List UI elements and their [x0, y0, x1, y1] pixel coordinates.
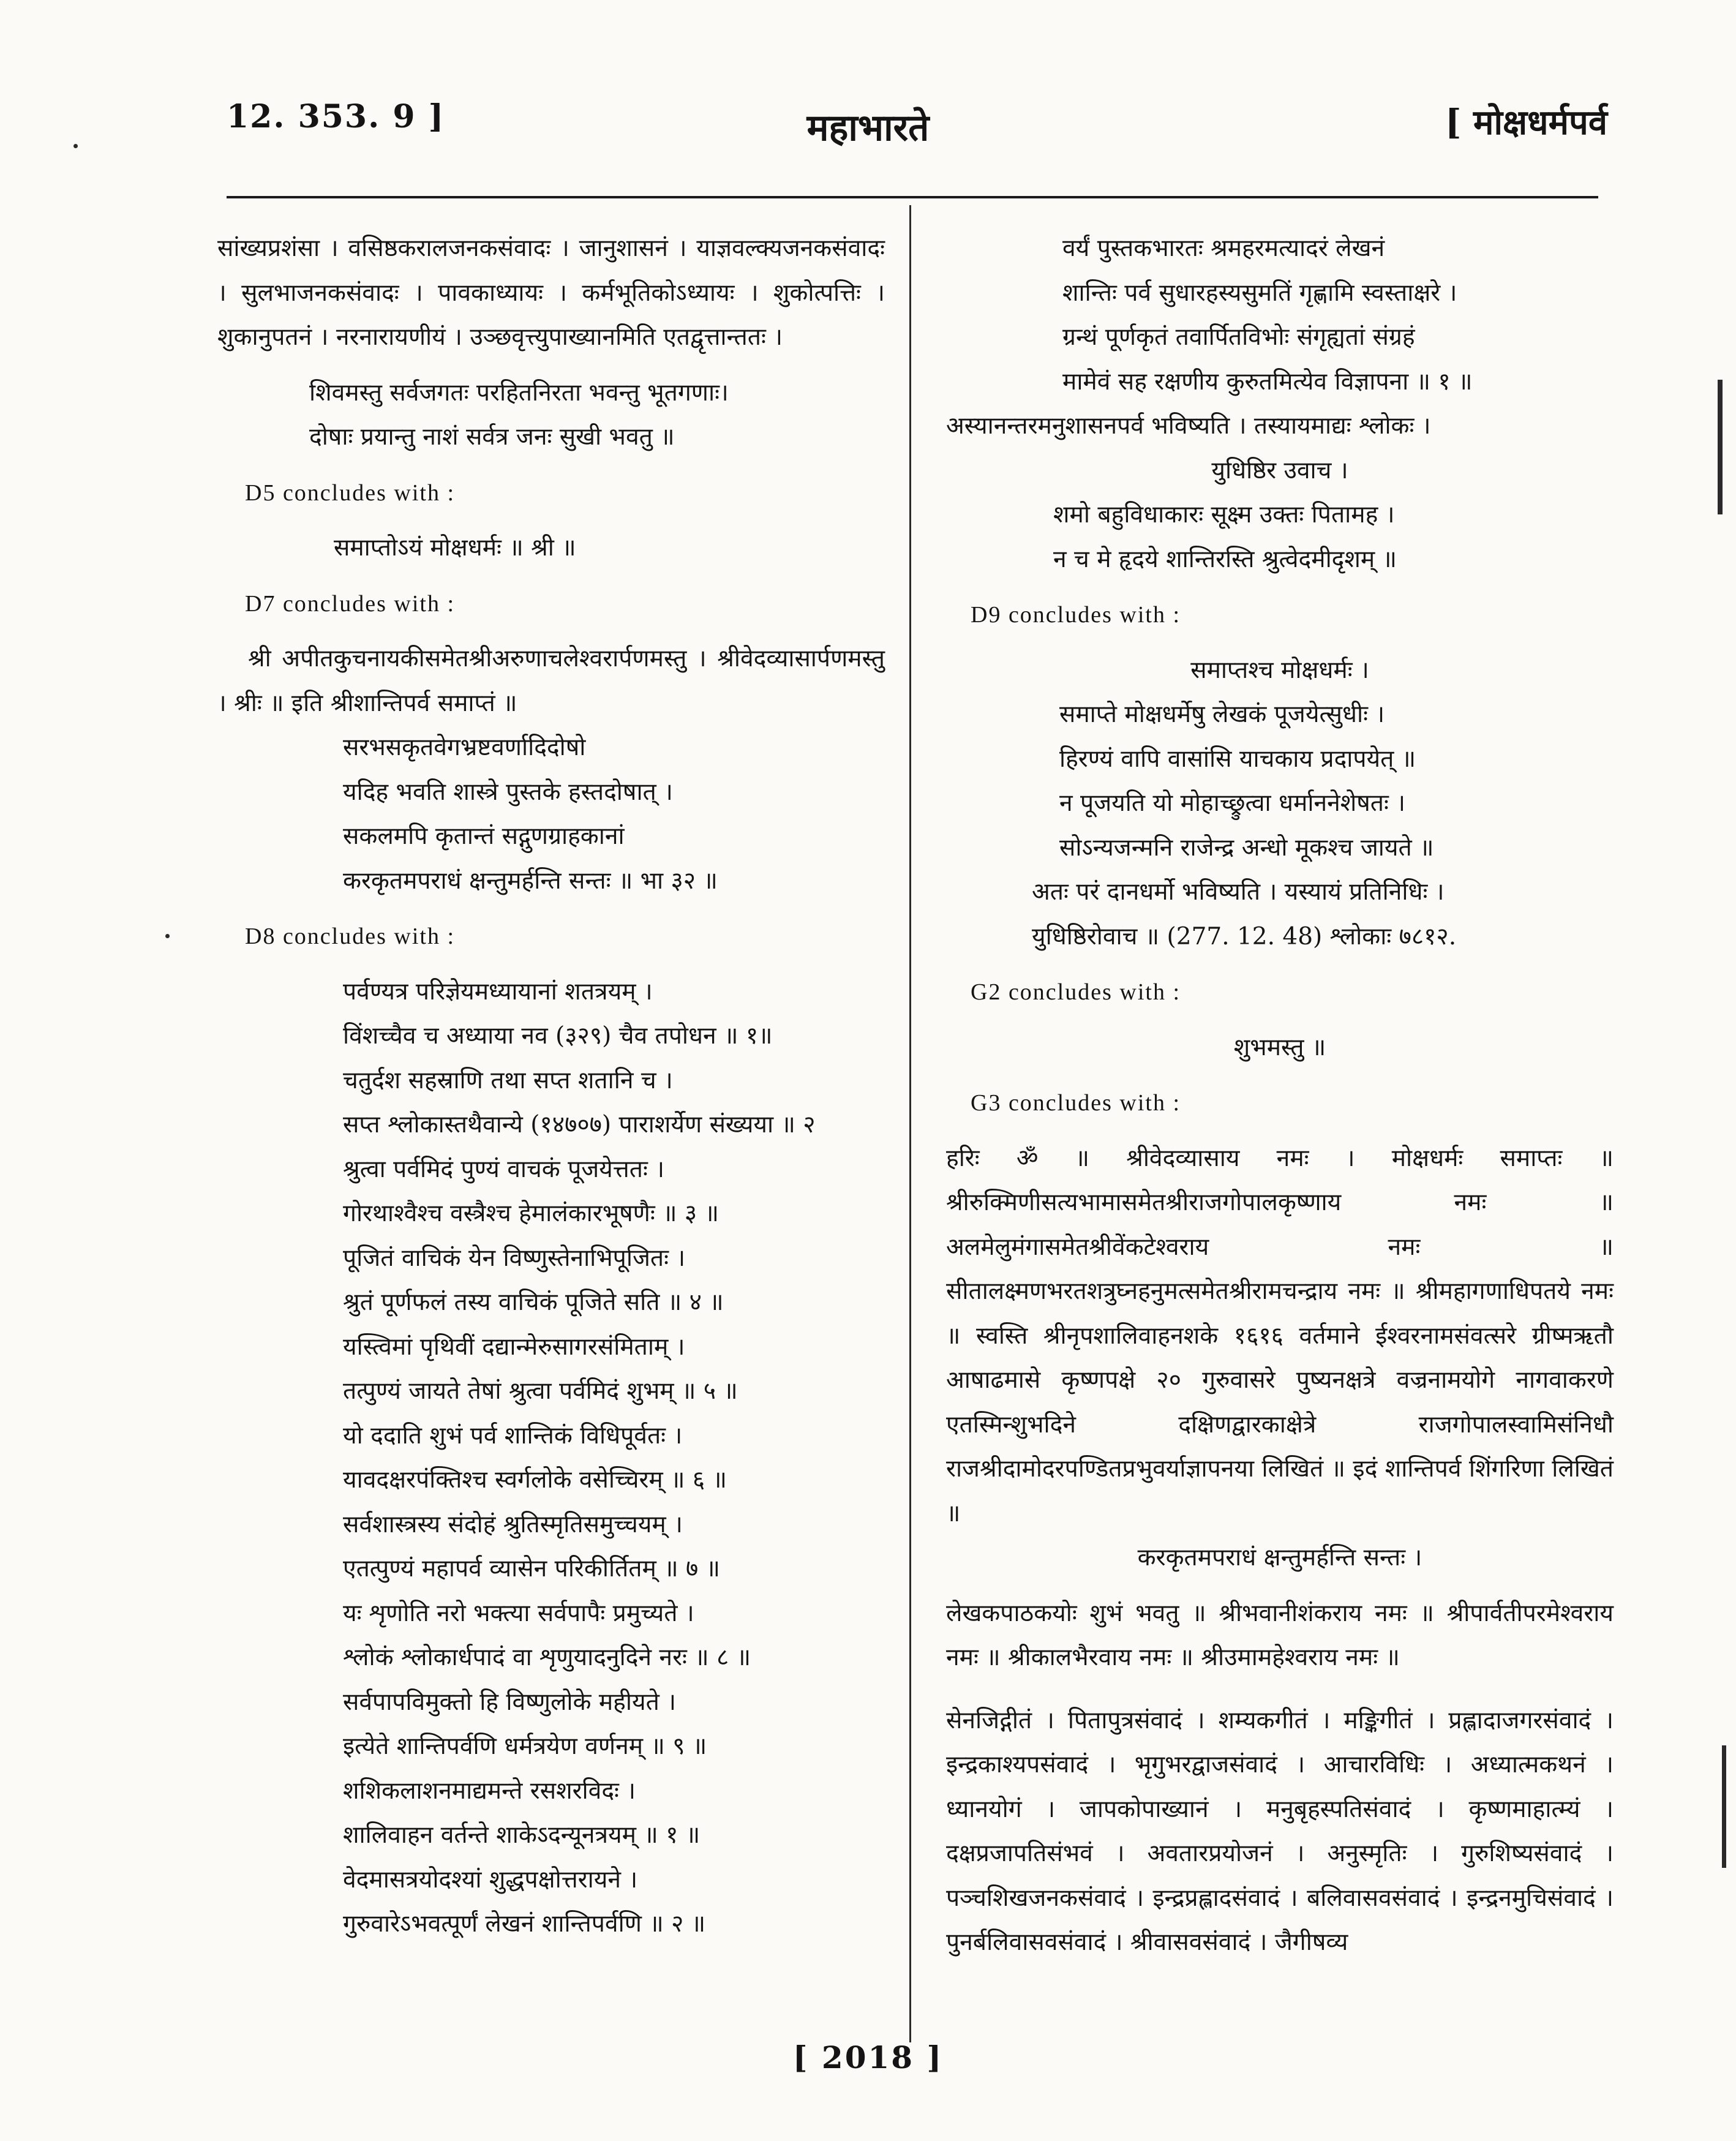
running-title: महाभारते: [806, 107, 930, 149]
verse-line: शशिकलाशनमाद्यमन्ते रसशरविदः ।: [343, 1777, 636, 1805]
verse-line: सोऽन्यजन्मनि राजेन्द्र अन्धो मूकश्च जायते ॥: [1059, 833, 1434, 862]
verse-line: यावदक्षरपंक्तिश्च स्वर्गलोके वसेच्चिरम् ॥ ६ ॥: [343, 1466, 727, 1494]
verse-line: एतत्पुण्यं महापर्व व्यासेन परिकीर्तितम् ॥ ७ ॥: [343, 1555, 721, 1582]
verse-line: इत्येते शान्तिपर्वणि धर्मत्रयेण वर्णनम् ॥ ९ ॥: [343, 1733, 707, 1760]
g2-label: G2 concludes with :: [971, 979, 1181, 1005]
scan-edge-mark: [1718, 380, 1723, 514]
verse-line: वेदमासत्रयोदश्यां शुद्धपक्षोत्तरायने ।: [343, 1865, 638, 1894]
scan-edge-mark: [1722, 1745, 1726, 1868]
verse-line: विंशच्चैव च अध्याया नव (३२९) चैव तपोधन ॥ १॥: [343, 1022, 773, 1050]
verse-line: दोषाः प्रयान्तु नाशं सर्वत्र जनः सुखी भवतु ॥: [309, 423, 675, 451]
verse-line: समाप्तोऽयं मोक्षधर्मः ॥ श्री ॥: [334, 534, 576, 562]
scan-dot: [73, 144, 78, 148]
verse-line: गुरुवारेऽभवत्पूर्णं लेखनं शान्तिपर्वणि ॥ २ ॥: [343, 1910, 706, 1938]
parva-title: [ मोक्षधर्मपर्व: [1445, 102, 1607, 143]
verse-line: शान्तिः पर्व सुधारहस्यसुमतिं गृह्णामि स्वस्ताक्षरे ।: [1062, 279, 1457, 307]
d7-label: D7 concludes with :: [245, 590, 456, 617]
karakrta-line: करकृतमपराधं क्षन्तुमर्हन्ति सन्तः ।: [1137, 1544, 1422, 1571]
right-column: [946, 227, 1614, 1965]
verse-line: यस्त्विमां पृथिवीं दद्यान्मेरुसागरसंमिताम् ।: [343, 1333, 685, 1361]
senajit-prose: सेनजिद्गीतं । पितापुत्रसंवादं । शम्यकगीतं । मङ्किगीतं । प्रह्लादाजगरसंवादं । इन्द्रकाश्यपसंवादं । भृगुभरद्वाजसंवादं । आचारविधिः । अध्यात्मकथनं । ध्यानयोगं । जापकोपाख्यानं । मनुबृहस्पतिसंवादं । कृष्णमाहात्म्यं । दक्षप्रजापतिसंभवं । अवतारप्रयोजनं । अनुस्मृतिः । गुरुशिष्यसंवादं । पञ्चशिखजनकसंवादं । इन्द्रप्रह्लादसंवादं । बलिवासवसंवादं । इन्द्रनमुचिसंवादं । पुनर्बलिवासवसंवादं । श्रीवासवसंवादं । जैगीषव्य: [946, 1706, 1614, 1956]
verse-line: शालिवाहन वर्तन्ते शाकेऽदन्यूनत्रयम् ॥ १ ॥: [343, 1821, 701, 1849]
prose-line: युधिष्ठिरोवाच ॥ (277. 12. 48) श्लोकाः ७८१२.: [1032, 922, 1457, 950]
g3-label: G3 concludes with :: [971, 1090, 1181, 1116]
left-column: [217, 227, 885, 1947]
verse-line: तत्पुण्यं जायते तेषां श्रुत्वा पर्वमिदं शुभम् ॥ ५ ॥: [343, 1377, 738, 1405]
verse-line: समाप्ते मोक्षधर्मेषु लेखकं पूजयेत्सुधीः ।: [1059, 701, 1385, 728]
speaker-line: युधिष्ठिर उवाच ।: [1211, 456, 1348, 484]
verse-line: सर्वशास्त्रस्य संदोहं श्रुतिस्मृतिसमुच्चयम् ।: [343, 1510, 683, 1538]
d9-samapta: समाप्तश्च मोक्षधर्मः ।: [1190, 656, 1369, 684]
column-divider: [909, 205, 911, 2042]
verse-line: न च मे हृदये शान्तिरस्ति श्रुत्वेदमीदृशम् ॥: [1053, 545, 1397, 573]
header-rule: [227, 196, 1598, 198]
d7-prose: श्री अपीतकुचनायकीसमेतश्रीअरुणाचलेश्वरार्पणमस्तु । श्रीवेदव्यासार्पणमस्तु । श्रीः ॥ इति श्रीशान्तिपर्व समाप्तं ॥: [217, 645, 885, 717]
g2-line: शुभमस्तु ॥: [1233, 1033, 1326, 1061]
intro-prose: सांख्यप्रशंसा । वसिष्ठकरालजनकसंवादः । जानुशासनं । याज्ञवल्क्यजनकसंवादः । सुलभाजनकसंवादः । पावकाध्यायः । कर्मभूतिकोऽध्यायः । शुकोत्पत्तिः । शुकानुपतनं । नरनारायणीयं । उञ्छवृत्त्युपाख्यानमिति एतद्वृत्तान्ततः ।: [217, 235, 885, 351]
verse-line: यः शृणोति नरो भक्त्या सर्वपापैः प्रमुच्यते ।: [343, 1599, 694, 1627]
d8-label: D8 concludes with :: [245, 924, 456, 949]
d5-label: D5 concludes with :: [245, 480, 456, 506]
verse-line: चतुर्दश सहस्राणि तथा सप्त शतानि च ।: [343, 1066, 673, 1094]
verse-line: शिवमस्तु सर्वजगतः परहितनिरता भवन्तु भूतगणाः।: [309, 378, 729, 407]
verse-line: श्रुतं पूर्णफलं तस्य वाचिकं पूजिते सति ॥ ४ ॥: [343, 1289, 724, 1316]
verse-line: करकृतमपराधं क्षन्तुमर्हन्ति सन्तः ॥ भा ३२ ॥: [343, 867, 718, 895]
verse-line: मामेवं सह रक्षणीय कुरुतमित्येव विज्ञापना ॥ १ ॥: [1062, 367, 1473, 396]
verse-line: सर्वपापविमुक्तो हि विष्णुलोके महीयते ।: [343, 1688, 676, 1716]
verse-line: सप्त श्लोकास्तथैवान्ये (१४७०७) पाराशर्येण संख्यया ॥ २: [343, 1111, 816, 1138]
verse-line: सरभसकृतवेगभ्रष्टवर्णादिदोषो: [343, 734, 586, 761]
page-number: [ 2018 ]: [792, 2039, 944, 2075]
page-reference: 12. 353. 9 ]: [227, 98, 445, 135]
lekhaka-prose: लेखकपाठकयोः शुभं भवतु ॥ श्रीभवानीशंकराय नमः ॥ श्रीपार्वतीपरमेश्वराय नमः ॥ श्रीकालभैरवाय नमः ॥ श्रीउमामहेश्वराय नमः ॥: [946, 1599, 1614, 1671]
verse-line: श्लोकं श्लोकार्धपादं वा शृणुयादनुदिने नरः ॥ ८ ॥: [343, 1644, 751, 1671]
verse-line: ग्रन्थं पूर्णकृतं तवार्पितविभोः संगृह्यतां संग्रहं: [1062, 323, 1415, 351]
verse-line: यो ददाति शुभं पर्व शान्तिकं विधिपूर्वतः ।: [343, 1421, 683, 1450]
verse-line: हिरण्यं वापि वासांसि याचकाय प्रदापयेत् ॥: [1059, 745, 1416, 773]
prose-line: अतः परं दानधर्मो भविष्यति । यस्यायं प्रतिनिधिः ।: [1032, 878, 1445, 906]
g3-prose: हरिः ॐ ॥ श्रीवेदव्यासाय नमः । मोक्षधर्मः समाप्तः ॥ श्रीरुक्मिणीसत्यभामासमेतश्रीराजगोपालकृष्णाय नमः ॥ अलमेलुमंगासमेतश्रीवेंकटेश्वराय नमः ॥ सीतालक्ष्मणभरतशत्रुघ्नहनुमत्समेतश्रीरामचन्द्राय नमः ॥ श्रीमहागणाधिपतये नमः ॥ स्वस्ति श्रीनृपशालिवाहनशके १६१६ वर्तमाने ईश्वरनामसंवत्सरे ग्रीष्मऋतौ आषाढमासे कृष्णपक्षे २० गुरुवासरे पुष्यनक्षत्रे वज्रनामयोगे नागवाकरणे एतस्मिन्शुभदिने दक्षिणद्वारकाक्षेत्रे राजगोपालस्वामिसंनिधौ राजश्रीदामोदरपण्डितप्रभुवर्याज्ञापनया लिखितं ॥ इदं शान्तिपर्व शिंगरिणा लिखितं ॥: [946, 1144, 1614, 1527]
verse-line: गोरथाश्वैश्च वस्त्रैश्च हेमालंकारभूषणैः ॥ ३ ॥: [343, 1200, 719, 1227]
anushasana-line: अस्यानन्तरमनुशासनपर्व भविष्यति । तस्यायमाद्यः श्लोकः ।: [946, 412, 1431, 440]
verse-line: पर्वण्यत्र परिज्ञेयमध्यायानां शतत्रयम् ।: [343, 977, 653, 1006]
verse-line: श्रुत्वा पर्वमिदं पुण्यं वाचकं पूजयेत्ततः ।: [343, 1155, 665, 1183]
d9-label: D9 concludes with :: [971, 602, 1181, 628]
scan-dot: [165, 934, 170, 938]
verse-line: वर्यं पुस्तकभारतः श्रमहरमत्यादरं लेखनं: [1062, 235, 1385, 262]
verse-line: शमो बहुविधाकारः सूक्ष्म उक्तः पितामह ।: [1053, 501, 1395, 529]
verse-line: पूजितं वाचिकं येन विष्णुस्तेनाभिपूजितः ।: [343, 1244, 686, 1272]
verse-line: न पूजयति यो मोहाच्छ्रुत्वा धर्माननेशेषतः ।: [1059, 789, 1406, 817]
verse-line: यदिह भवति शास्त्रे पुस्तके हस्तदोषात् ।: [343, 778, 673, 806]
verse-line: सकलमपि कृतान्तं सद्गुणग्राहकानां: [343, 822, 625, 850]
